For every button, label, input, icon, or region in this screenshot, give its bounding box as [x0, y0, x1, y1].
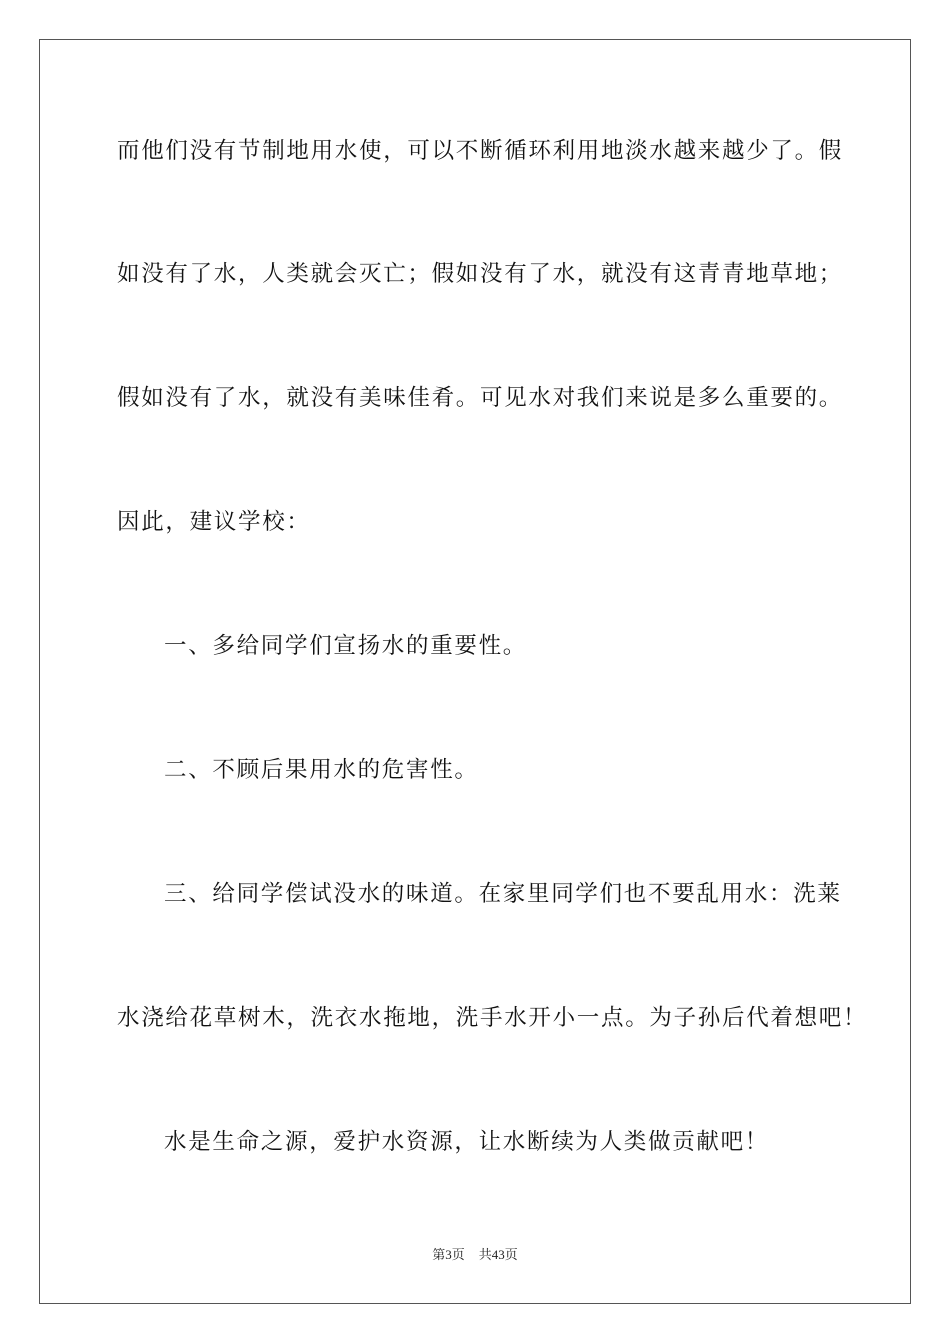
- text-line-5: 一、多给同学们宣扬水的重要性。: [164, 633, 528, 659]
- text-line-1: 而他们没有节制地用水使，可以不断循环利用地淡水越来越少了。假: [117, 138, 844, 164]
- text-line-2: 如没有了水，人类就会灭亡；假如没有了水，就没有这青青地草地；: [117, 261, 844, 287]
- page-border: [39, 39, 911, 1304]
- text-line-4: 因此，建议学校：: [117, 509, 311, 535]
- text-line-6: 二、不顾后果用水的危害性。: [164, 757, 479, 783]
- text-line-7: 三、给同学偿试没水的味道。在家里同学们也不要乱用水：洗莱: [164, 881, 842, 907]
- page-number: 第3页: [432, 1247, 465, 1262]
- text-line-9: 水是生命之源，爱护水资源，让水断续为人类做贡献吧！: [164, 1129, 770, 1155]
- text-line-8: 水浇给花草树木，洗衣水拖地，洗手水开小一点。为子孙后代着想吧！: [117, 1005, 868, 1031]
- page-footer: [0, 1246, 950, 1264]
- text-line-3: 假如没有了水，就没有美味佳肴。可见水对我们来说是多么重要的。: [117, 385, 844, 411]
- total-pages: 共43页: [478, 1247, 518, 1262]
